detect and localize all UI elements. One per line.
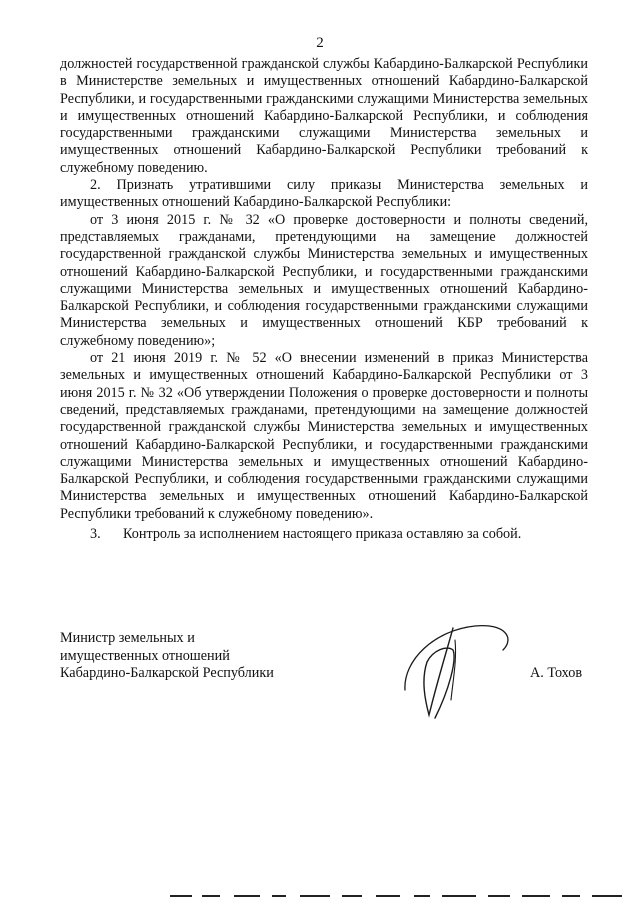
paragraph-continuation: должностей государственной гражданской службы Кабардино-Балкарской Республики в Министерстве земельных и имущественных отношений Кабардино-Балкарской Республики, и государственными гражданскими служащими Министерства земельных и имущественных отношений Кабардино-Балкарской Республики, и соблюдения государственными гражданскими служащими Министерства земельных и имущественных отношений Кабардино-Балкарской Республики требований к служебному поведению. xyxy=(60,56,588,176)
paragraph-order-2015: от 3 июня 2015 г. № 32 «О проверке достоверности и полноты сведений, представляемых гражданами, претендующими на замещение должностей государственной гражданской службы Министерства земельных и имущественных отношений Кабардино-Балкарской Республики, и государственными гражданскими служащими Министерства земельных и имущественных отношений Кабардино-Балкарской Республики, и соблюдения государственными гражданскими служащими Министерства земельных и имущественных отношений КБР требований к служебному поведению»; xyxy=(60,211,588,349)
position-line: Министр земельных и xyxy=(60,630,195,646)
position-line: имущественных отношений xyxy=(60,647,230,664)
paragraph-item-3 xyxy=(60,526,588,543)
footer-scan-artifact xyxy=(170,894,630,898)
document-body xyxy=(60,56,588,543)
page-number: 2 xyxy=(316,35,324,51)
handwritten-signature xyxy=(395,620,520,725)
paragraph-order-2019: от 21 июня 2019 г. № 52 «О внесении изменений в приказ Министерства земельных и имущественных отношений Кабардино-Балкарской Республики от 3 июня 2015 г. № 32 «Об утверждении Положения о проверке достоверности и полноты сведений, представляемых гражданами, претендующими на замещение должностей государственной гражданской службы Министерства земельных и имущественных отношений Кабардино-Балкарской Республики, и государственными гражданскими служащими Министерства земельных и имущественных отношений Кабардино-Балкарской Республики, и соблюдения государственными гражданскими служащими Министерства земельных и имущественных отношений Кабардино-Балкарской Республики требований к служебному поведению». xyxy=(60,350,588,522)
item-3-text: Контроль за исполнением настоящего приказа оставляю за собой. xyxy=(123,526,522,543)
paragraph-item-2: 2. Признать утратившими силу приказы Министерства земельных и имущественных отношений Кабардино-Балкарской Республики: xyxy=(60,177,588,211)
item-3-number: 3. xyxy=(90,526,101,543)
position-line: Кабардино-Балкарской Республики xyxy=(60,665,274,681)
signer-name: А. Тохов xyxy=(530,665,583,681)
signatory-position xyxy=(60,630,274,683)
